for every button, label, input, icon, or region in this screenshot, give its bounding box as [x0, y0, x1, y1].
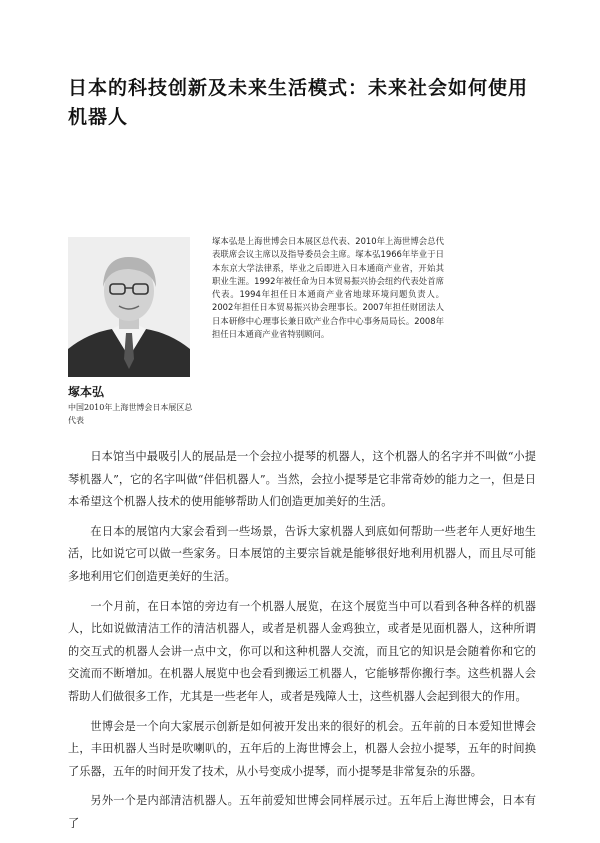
body-paragraph: 另外一个是内部清洁机器人。五年前爱知世博会同样展示过。五年后上海世博会，日本有了: [68, 794, 536, 830]
article-body: [68, 446, 536, 843]
body-paragraph: 一个月前，在日本馆的旁边有一个机器人展览，在这个展览当中可以看到各种各样的机器人，比如说做清洁工作的清洁机器人，或者是机器人金鸡独立，或者是见面机器人，这种所谓的交互式的机器人会讲一点中文，你可以和这种机器人交流，而且它的知识是会随着你和它的交流而不断增加。在机器人展览中也会看到搬运工机器人，它能够帮你搬行李。这些机器人会帮助人们做很多工作，尤其是一些老年人，或者是残障人士，这些机器人会起到很大的作用。: [68, 599, 536, 703]
body-paragraph: 日本馆当中最吸引人的展品是一个会拉小提琴的机器人，这个机器人的名字并不叫做“小提琴机器人”，它的名字叫做“伴侣机器人”。当然，会拉小提琴是它非常奇妙的能力之一，但是日本希望这个机器人技术的使用能够帮助人们创造更加美好的生活。: [68, 450, 536, 509]
author-portrait: [68, 237, 190, 377]
author-bio: 塚本弘是上海世博会日本展区总代表、2010年上海世博会总代表联席会议主席以及指导委员会主席。塚本弘1966年毕业于日本东京大学法律系，毕业之后即进入日本通商产业省，开始其职业生涯。1992年被任命为日本贸易振兴协会纽约代表处首席代表。1994年担任日本通商产业省地球环境问题负责人。2002年担任日本贸易振兴协会理事长。2007年担任财团法人日本研修中心理事长兼日欧产业合作中心事务局局长。2008年担任日本通商产业省特别顾问。: [212, 236, 444, 340]
body-paragraph: 世博会是一个向大家展示创新是如何被开发出来的很好的机会。五年前的日本爱知世博会上，丰田机器人当时是吹喇叭的，五年后的上海世博会上，机器人会拉小提琴，五年的时间换了乐器，五年的时间开发了技术，从小号变成小提琴，而小提琴是非常复杂的乐器。: [68, 719, 536, 778]
article-title: 日本的科技创新及未来生活模式：未来社会如何使用机器人: [68, 77, 529, 128]
author-role: 中国2010年上海世博会日本展区总代表: [68, 403, 193, 425]
body-paragraph: 在日本的展馆内大家会看到一些场景，告诉大家机器人到底如何帮助一些老年人更好地生活，比如说它可以做一些家务。日本展馆的主要宗旨就是能够很好地利用机器人，而且尽可能多地利用它们创造更美好的生活。: [68, 524, 536, 583]
author-name: 塚本弘: [68, 385, 105, 399]
